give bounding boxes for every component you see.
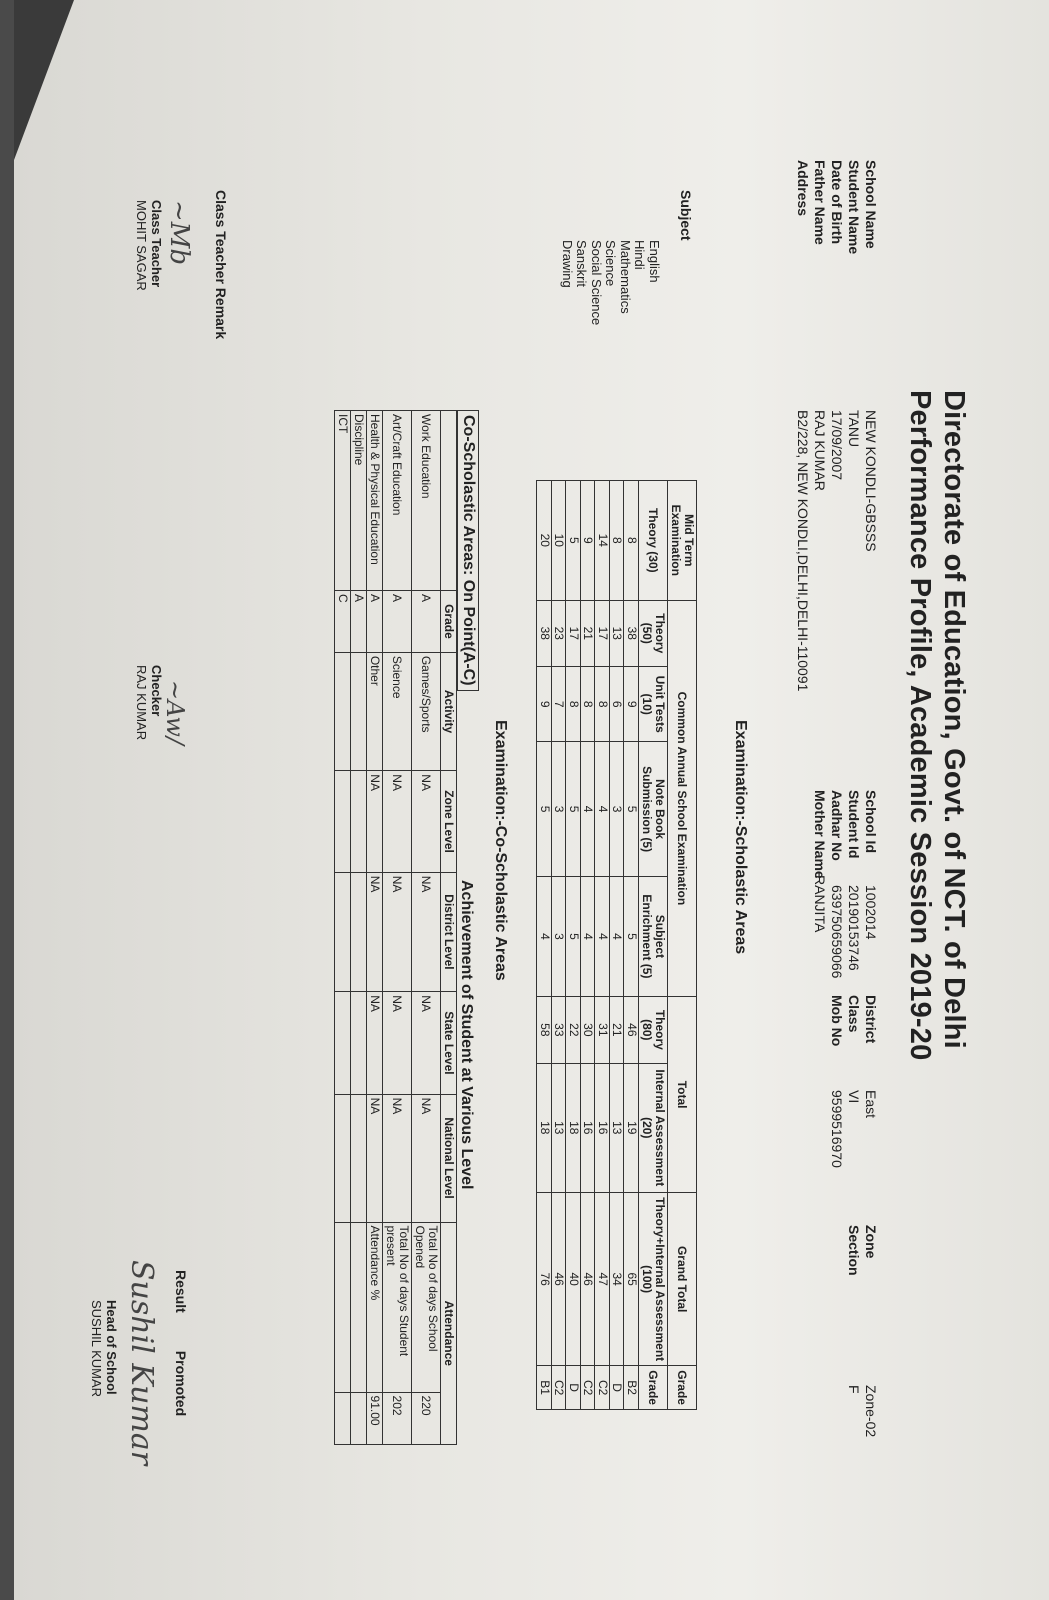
coscholastic-table <box>334 410 457 1445</box>
co-cell: NA <box>383 1094 412 1222</box>
total-header: Total <box>668 997 697 1193</box>
father-name-value: RAJ KUMAR <box>812 410 828 491</box>
student-id-label: Student Id <box>846 790 862 859</box>
co-cell: C <box>335 591 351 653</box>
co-cell <box>351 771 367 872</box>
score-cell: 4 <box>610 876 625 996</box>
district-labels <box>828 995 879 1046</box>
district-value: East <box>863 1090 879 1119</box>
score-cell: B1 <box>537 1366 552 1410</box>
co-cell <box>335 872 351 991</box>
score-cell: 5 <box>566 481 581 601</box>
score-cell: 5 <box>566 742 581 876</box>
co-cell: 220 <box>412 1392 441 1444</box>
score-cell: 38 <box>624 600 639 666</box>
dob-value: 17/09/2007 <box>829 410 845 481</box>
co-cell: A <box>351 591 367 653</box>
score-cell: 16 <box>581 1063 596 1193</box>
score-cell: 16 <box>595 1063 610 1193</box>
col-header: Unit Tests (10) <box>639 666 668 742</box>
co-cell: NA <box>412 872 441 991</box>
school-name-label: School Name <box>863 160 879 249</box>
co-cell: Total No of days Student present <box>383 1222 412 1392</box>
score-cell: 21 <box>610 997 625 1063</box>
co-cell: NA <box>367 872 383 991</box>
score-cell: 8 <box>624 481 639 601</box>
title-line-1: Directorate of Education, Govt. of NCT. of Delhi <box>938 390 970 1049</box>
score-cell: 20 <box>537 481 552 601</box>
co-cell <box>335 1222 351 1392</box>
score-cell: 76 <box>537 1193 552 1366</box>
score-cell: 46 <box>581 1193 596 1366</box>
co-cell: NA <box>412 992 441 1094</box>
co-cell: A <box>383 591 412 653</box>
co-cell: NA <box>367 771 383 872</box>
coscholastic-row <box>367 411 383 1445</box>
co-header: Zone Level <box>441 771 457 872</box>
score-cell: 17 <box>566 600 581 666</box>
subject-name: Science <box>603 240 619 287</box>
zone-value: Zone-02 <box>863 1385 879 1438</box>
student-info-values <box>794 410 879 691</box>
score-cell: 18 <box>537 1063 552 1193</box>
student-id-labels <box>811 790 879 879</box>
scholastic-row <box>566 481 581 1410</box>
score-cell: 3 <box>610 742 625 876</box>
zone-values <box>845 1385 879 1437</box>
teacher-signature-block <box>134 200 164 291</box>
area-name: Art/Craft Education <box>383 411 412 591</box>
score-cell: 9 <box>537 666 552 742</box>
score-cell: 30 <box>581 997 596 1063</box>
class-label: Class <box>846 995 862 1033</box>
co-header: State Level <box>441 992 457 1094</box>
score-cell: 5 <box>624 742 639 876</box>
co-cell <box>351 652 367 770</box>
coscholastic-row <box>351 411 367 1445</box>
coscholastic-row <box>412 411 441 1445</box>
score-cell: B2 <box>624 1366 639 1410</box>
area-name: ICT <box>335 411 351 591</box>
school-id-label: School Id <box>863 790 879 853</box>
area-name: Discipline <box>351 411 367 591</box>
co-cell: NA <box>383 872 412 991</box>
zone-label: Zone <box>863 1225 879 1259</box>
score-cell: 58 <box>537 997 552 1063</box>
score-cell: 4 <box>581 876 596 996</box>
co-cell: Other <box>367 652 383 770</box>
score-cell: 10 <box>552 481 567 601</box>
mother-name-value: RANJITA <box>812 875 828 933</box>
score-cell: 8 <box>595 666 610 742</box>
mother-name-label: Mother Name <box>812 790 828 879</box>
teacher-signature-scribble: ~Mb <box>164 200 194 266</box>
report-title <box>903 390 971 1290</box>
achievement-title: Achievement of Student at Various Level <box>458 880 475 1190</box>
score-cell: 5 <box>566 876 581 996</box>
col-header: Theory (30) <box>639 481 668 601</box>
coscholastic-table-title: Co-Scholastic Areas: On Point(A-C) <box>457 410 479 691</box>
score-cell: 4 <box>595 876 610 996</box>
score-cell: 23 <box>552 600 567 666</box>
subject-name: Sanskrit <box>574 240 590 287</box>
score-cell: 13 <box>610 1063 625 1193</box>
co-cell <box>335 1094 351 1222</box>
score-cell: 9 <box>581 481 596 601</box>
co-header: District Level <box>441 872 457 991</box>
co-cell: A <box>367 591 383 653</box>
col-header: Theory (50) <box>639 600 668 666</box>
checker-name: RAJ KUMAR <box>134 665 149 741</box>
score-cell: 31 <box>595 997 610 1063</box>
teacher-role: Class Teacher <box>149 200 164 288</box>
score-cell: 3 <box>552 742 567 876</box>
dob-label: Date of Birth <box>829 160 845 244</box>
subject-column-label: Subject <box>678 190 694 241</box>
aadhar-value: 639750659066 <box>829 885 845 979</box>
col-header: Theory (80) <box>639 997 668 1063</box>
col-header: Internal Assessment (20) <box>639 1063 668 1193</box>
common-annual-header: Common Annual School Examination <box>668 600 697 997</box>
co-cell: Attendance % <box>367 1222 383 1392</box>
father-name-label: Father Name <box>812 160 828 245</box>
section-label: Section <box>846 1225 862 1276</box>
scholastic-row <box>610 481 625 1410</box>
co-header: Grade <box>441 591 457 653</box>
co-cell <box>335 771 351 872</box>
co-cell <box>351 1094 367 1222</box>
score-cell: 34 <box>610 1193 625 1366</box>
mob-label: Mob No <box>829 995 845 1047</box>
section-value: F <box>846 1385 862 1394</box>
scholastic-row <box>552 481 567 1410</box>
col-header: Grade <box>639 1366 668 1410</box>
student-info-labels <box>794 160 879 254</box>
address-value: B2/228, NEW KONDLI,DELHI,DELHI-110091 <box>795 410 811 692</box>
co-cell <box>335 652 351 770</box>
scholastic-row <box>624 481 639 1410</box>
co-cell <box>335 1392 351 1444</box>
co-header: Activity <box>441 652 457 770</box>
score-cell: 40 <box>566 1193 581 1366</box>
score-cell: 14 <box>595 481 610 601</box>
title-line-2: Performance Profile, Academic Session 2019-20 <box>904 390 936 1061</box>
checker-role: Checker <box>149 665 164 717</box>
score-cell: C2 <box>595 1366 610 1410</box>
co-cell <box>335 992 351 1094</box>
checker-signature-block <box>134 665 164 740</box>
score-cell: 5 <box>537 742 552 876</box>
score-cell: 17 <box>595 600 610 666</box>
scholastic-row <box>595 481 610 1410</box>
subject-name: Drawing <box>560 240 575 288</box>
class-value: VI <box>846 1090 862 1104</box>
co-cell <box>351 1392 367 1444</box>
score-cell: 7 <box>552 666 567 742</box>
score-cell: 9 <box>624 666 639 742</box>
area-name: Health & Physical Education <box>367 411 383 591</box>
score-cell: 46 <box>552 1193 567 1366</box>
student-name-value: TANU <box>846 410 862 448</box>
checker-signature-scribble: ~Aw/ <box>161 680 189 745</box>
score-cell: 22 <box>566 997 581 1063</box>
score-cell: D <box>566 1366 581 1410</box>
head-signature-scribble: Sushil Kumar <box>124 1260 159 1466</box>
score-cell: 8 <box>566 666 581 742</box>
head-signature-block <box>89 1300 119 1397</box>
score-cell: 8 <box>581 666 596 742</box>
co-cell: 202 <box>383 1392 412 1444</box>
co-cell <box>351 872 367 991</box>
student-id-value: 20190153746 <box>846 885 862 971</box>
score-cell: D <box>610 1366 625 1410</box>
score-cell: 47 <box>595 1193 610 1366</box>
score-cell: 33 <box>552 997 567 1063</box>
coscholastic-row <box>383 411 412 1445</box>
score-cell: 13 <box>552 1063 567 1193</box>
scholastic-table <box>537 480 698 1410</box>
score-cell: 4 <box>581 742 596 876</box>
subject-name: Social Science <box>589 240 604 326</box>
coscholastic-heading: Examination:-Co-Scholastic Areas <box>492 720 509 981</box>
co-cell: NA <box>383 992 412 1094</box>
score-cell: 46 <box>624 997 639 1063</box>
grand-total-header: Grand Total <box>668 1193 697 1366</box>
teacher-name: MOHIT SAGAR <box>134 200 149 291</box>
result-label: Result <box>173 1270 189 1313</box>
address-label: Address <box>795 160 811 217</box>
scholastic-heading: Examination:-Scholastic Areas <box>732 720 749 955</box>
student-id-values <box>811 875 879 979</box>
mob-value: 9599516970 <box>829 1090 845 1168</box>
scholastic-row <box>581 481 596 1410</box>
mid-term-header: Mid Term Examination <box>668 481 697 601</box>
head-name: SUSHIL KUMAR <box>89 1300 104 1398</box>
co-cell <box>351 1222 367 1392</box>
subject-name: Hindi <box>632 240 648 270</box>
co-cell: Games/Sports <box>412 652 441 770</box>
co-cell: 91.00 <box>367 1392 383 1444</box>
col-header: Note Book Submission (5) <box>639 742 668 876</box>
subject-list <box>560 240 662 325</box>
result-value: Promoted <box>173 1350 189 1417</box>
scholastic-body <box>537 481 639 1410</box>
class-teacher-remark-label: Class Teacher Remark <box>213 190 229 340</box>
zone-labels <box>845 1225 879 1276</box>
result-line <box>173 1270 189 1416</box>
co-cell: NA <box>412 1094 441 1222</box>
score-cell: 8 <box>610 481 625 601</box>
score-cell: C2 <box>581 1366 596 1410</box>
district-label: District <box>863 995 879 1044</box>
subject-name: English <box>647 240 662 283</box>
score-cell: 3 <box>552 876 567 996</box>
co-header: National Level <box>441 1094 457 1222</box>
co-cell: NA <box>412 771 441 872</box>
score-cell: 13 <box>610 600 625 666</box>
school-name-value: NEW KONDLI-GBSSS <box>863 410 879 552</box>
score-cell: 38 <box>537 600 552 666</box>
co-cell: Total No of days School Opened <box>412 1222 441 1392</box>
area-name: Work Education <box>412 411 441 591</box>
col-header: Theory+Internal Assessment (100) <box>639 1193 668 1366</box>
score-cell: C2 <box>552 1366 567 1410</box>
score-cell: 5 <box>624 876 639 996</box>
score-cell: 19 <box>624 1063 639 1193</box>
score-cell: 6 <box>610 666 625 742</box>
col-header: Subject Enrichment (5) <box>639 876 668 996</box>
area-header-blank <box>441 411 457 591</box>
co-cell: A <box>412 591 441 653</box>
subject-name: Mathematics <box>618 240 633 314</box>
district-values <box>828 1090 879 1168</box>
head-role: Head of School <box>104 1300 119 1395</box>
school-id-value: 1002014 <box>863 885 879 940</box>
coscholastic-row <box>335 411 351 1445</box>
student-name-label: Student Name <box>846 160 862 255</box>
co-cell: NA <box>367 1094 383 1222</box>
grade-header: Grade <box>668 1366 697 1410</box>
score-cell: 65 <box>624 1193 639 1366</box>
score-cell: 18 <box>566 1063 581 1193</box>
coscholastic-body <box>335 411 441 1445</box>
co-cell <box>351 992 367 1094</box>
co-cell: Science <box>383 652 412 770</box>
score-cell: 4 <box>537 876 552 996</box>
aadhar-label: Aadhar No <box>829 790 845 861</box>
co-cell: NA <box>383 771 412 872</box>
co-cell: NA <box>367 992 383 1094</box>
co-header: Attendance <box>441 1222 457 1444</box>
scholastic-row <box>537 481 552 1410</box>
score-cell: 21 <box>581 600 596 666</box>
score-cell: 4 <box>595 742 610 876</box>
